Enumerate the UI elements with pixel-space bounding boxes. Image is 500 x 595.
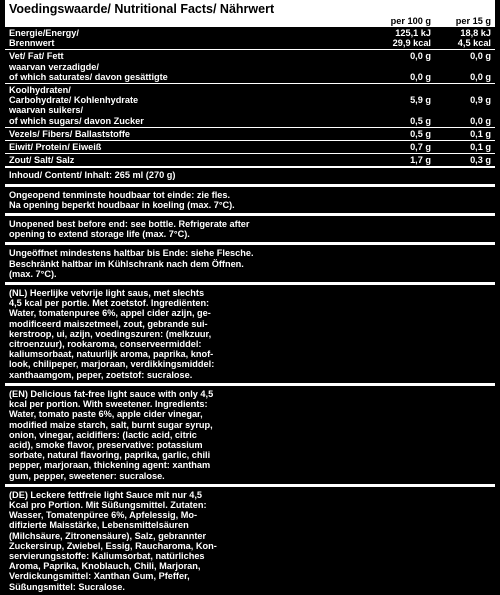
row-value-15g: 0,9 g 0,0 g xyxy=(470,95,491,126)
storage-note-nl: Ongeopend tenminste houdbaar tot einde: zie fles. Na opening beperkt houdbaar in koeling (max. 7°C). xyxy=(5,187,495,216)
row-value-15g: 0,1 g xyxy=(470,128,491,139)
column-per-15g: per 15 g xyxy=(455,16,491,26)
table-row-energy xyxy=(5,27,495,50)
content-amount: Inhoud/ Content/ Inhalt: 265 ml (270 g) xyxy=(5,168,495,186)
row-value-15g: 0,0 g 0,0 g xyxy=(470,51,491,82)
ingredients-de: (DE) Leckere fettfreie light Sauce mit nur 4,5 Kcal pro Portion. Mit Süßungsmittel. Zutaten: Wasser, Tomatenpüree 6%, Apfelessig, Mo- difizierte Maisstärke, Lebensmittelsäuren (Milchsäure, Zitronensäure), Salz, gebrannter Zuckersirup, Zwiebel, Essig, Raucharoma, Kon- servierungsstoffe: Kaliumsorbat, natürliches Aroma, Paprika, Knoblauch, Chili, Marjoran, Verdickungsmittel: Xanthan Gum, Pfeffer, Süßungsmittel: Sucralose. xyxy=(9,489,217,592)
row-label: Koolhydraten/ Carbohydrate/ Kohlenhydrate waarvan suikers/ of which sugars/ davon Zucker xyxy=(9,85,144,126)
table-title: Voedingswaarde/ Nutritional Facts/ Nährwert xyxy=(9,2,275,16)
table-row-fat xyxy=(5,50,495,84)
nutrition-label xyxy=(5,0,495,595)
table-row-carbohydrate xyxy=(5,84,495,128)
row-value-100g: 5,9 g 0,5 g xyxy=(410,95,431,126)
row-value-100g: 0,0 g 0,0 g xyxy=(410,51,431,82)
table-row-protein xyxy=(5,141,495,154)
row-value-15g: 18,8 kJ 4,5 kcal xyxy=(457,28,491,49)
row-label: Eiwit/ Protein/ Eiweiß xyxy=(9,142,102,153)
row-label: Zout/ Salt/ Salz xyxy=(9,155,75,166)
table-row-salt xyxy=(5,154,495,168)
row-value-100g: 1,7 g xyxy=(410,155,431,166)
column-headers xyxy=(9,16,491,26)
row-value-100g: 0,7 g xyxy=(410,142,431,153)
row-value-15g: 0,3 g xyxy=(470,155,491,166)
row-label: Vet/ Fat/ Fett waarvan verzadigde/ of which saturates/ davon gesättigte xyxy=(9,51,168,82)
table-header xyxy=(5,0,495,27)
row-value-15g: 0,1 g xyxy=(470,142,491,153)
row-label: Vezels/ Fibers/ Ballaststoffe xyxy=(9,128,131,139)
storage-note-en: Unopened best before end: see bottle. Refrigerate after opening to extend storage life (max. 7°C). xyxy=(5,216,495,245)
table-row-fibers xyxy=(5,128,495,141)
row-label: Energie/Energy/ Brennwert xyxy=(9,28,79,49)
column-per-100g: per 100 g xyxy=(390,16,431,26)
row-value-100g: 0,5 g xyxy=(410,128,431,139)
ingredients-nl: (NL) Heerlijke vetvrije light saus, met slechts 4,5 kcal per portie. Met zoetstof. Ingrediënten: Water, tomatenpuree 6%, appel cider azijn, ge- modificeerd maiszetmeel, zout, gebrande sui- kerstroop, ui, azijn, voedingszuren: (melkzuur, citroenzuur), rookaroma, conserveermiddel: kaliumsorbaat, natuurlijk aroma, paprika, knof- look, chilipeper, marjoraan, verdikkingsmiddel: xanthaamgom, peper, zoetstof: sucralose. xyxy=(5,285,495,386)
storage-note-de: Ungeöffnet mindestens haltbar bis Ende: siehe Flesche. Beschränkt haltbar im Kühlschrank nach dem Öffnen. (max. 7°C). xyxy=(5,245,495,285)
row-value-100g: 125,1 kJ 29,9 kcal xyxy=(392,28,431,49)
ingredients-en: (EN) Delicious fat-free light sauce with only 4,5 kcal per portion. With sweetener. Ingredients: Water, tomato paste 6%, apple cider vinegar, modified maize starch, salt, burnt sugar syrup, onion, vinegar, acidifiers: (lactic acid, citric acid), smoke flavor, preservative: potassium sorbate, natural flavoring, paprika, garlic, chili pepper, marjoraan, thickening agent: xantham gum, pepper, sweetener: sucralose. xyxy=(5,386,495,487)
